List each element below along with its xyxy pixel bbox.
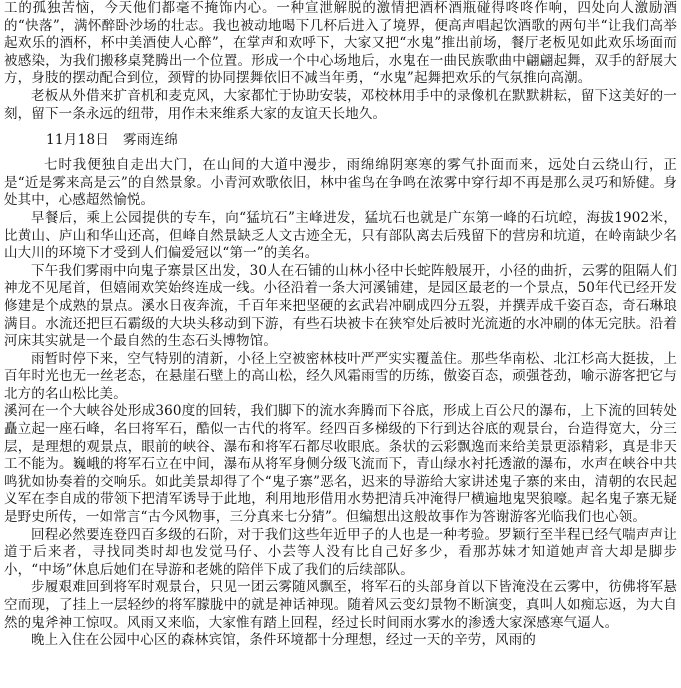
paragraph-breakfast: 早餐后，乘上公园提供的专车，向“猛坑石”主峰进发，猛坑石也就是广东第一峰的石坑崆，海拔1902米，比黄山、庐山和华山还高，但峰自然景缺乏人文古迹全无，只有部队离去后残留下的营房和坑道，在岭南缺少名山大川的环境下才受到人们偏爱冠以“第一”的美名。 xyxy=(4,209,677,262)
paragraph-evening-hotel: 晚上入住在公园中心区的森林宾馆，条件环境都十分理想，经过一天的辛劳，风雨的 xyxy=(31,632,537,649)
paragraph-return-climb: 回程必然要连登四百多级的石阶，对于我们这些年近甲子的人也是一种考验。罗颖行至半程已经气喘声声让道于后来者，寻找同类时却也发觉马仔、小芸等人没有比自己好多少，看那苏妹才知道她声音大却是脚步小，“中场”休息后她们在导游和老姚的陪伴下成了我们的后续部队。 xyxy=(4,526,677,578)
paragraph-top: 工的孤独苦恼，今天他们都毫不掩饰内心。一种宣泄解脱的激情把酒杯酒瓶碰得咚咚作响，四处向人激励酒的“快落”，满怀醉卧沙场的壮志。我也被动地喝下几杯后进入了境界，便高声唱起饮酒歌的两句半“让我们高举起欢乐的酒杯，杯中美酒使人心醉”，在掌声和欢呼下，大家又把“水鬼”推出前场，餐厅老板见如此欢乐场面而被感染，为我们搬移桌凳腾出一个位置。形成一个中心场地后，水鬼在一曲民族歌曲中翩翩起舞，双手的舒展大方，身肢的摆动配合到位，颈臂的协同摆舞依旧不减当年勇，“水鬼”起舞把欢乐的气氛推向高潮。 xyxy=(4,0,677,87)
paragraph-afternoon: 下午我们雾雨中向鬼子寨景区出发，30人在石铺的山林小径中长蛇阵般展开，小径的曲折，云雾的阻隔人们神龙不见尾首，但嬉闹欢笑始终连成一线。小径沿着一条大河溪铺建，是园区最老的一个景点，50年代已经开发修建是个成熟的景点。溪水日夜奔流，千百年来把坚硬的玄武岩冲刷成四分五裂，并撰弄成千姿百态，奇石琳琅满目。水流还把巨石霸级的大块头移动到下游，有些石块被卡在狭窄处后被时光流逝的水冲刷的体无完肤。沿着河床其实就是一个最自然的生态石头博物馆。 xyxy=(4,262,677,350)
paragraph-boss: 老板从外借来扩音机和麦克风，大家都忙于协助安装，邓校林用手中的录像机在默默耕耘，留下这美好的一刻，留下一条永远的纽带，用作未来维系大家的友谊天长地久。 xyxy=(4,87,677,122)
paragraph-rain-stops: 雨暂时停下来，空气特别的清新，小径上空被密林枝叶严严实实覆盖住。那些华南松、北江杉高大挺拔，上百年时光也无一丝老态，在悬崖石壁上的高山松，经久风霜雨雪的历练，傲姿百态，顽强苍劲，喻示游客把它与北方的名山松比美。 xyxy=(4,350,677,402)
paragraph-waterfall: 溪河在一个大峡谷处形成360度的回转，我们脚下的流水奔腾而下谷底，形成上百公尺的瀑布，上下流的回转处矗立起一座石峰，名曰将军石，酷似一古代的将军。经四百多梯级的下行到达谷底的观景台，台造得宽大，分三层，是理想的观景点，眼前的峡谷、瀑布和将军石都尽收眼底。条状的云彩飘逸而来给美景更添精彩，真是非天工不能为。巍峨的将军石立在中间，瀑布从将军身侧分级飞流而下，青山绿水衬托透澈的瀑布，水声在峡谷中共鸣犹如协奏着的交响乐。如此美景却得了个“鬼子寨”恶名，迟来的导游给大家讲述鬼子寨的来由，清朝的农民起义军在李自成的带领下把清军诱导于此地，利用地形借用水势把清兵冲淹得尸横遍地鬼哭狼嚎。起名鬼子寨无疑是野史所传，一如常言“古今风物事，三分真来七分猜”。但编想出这般故事作为答谢游客光临我们也心领。 xyxy=(4,403,677,526)
paragraph-cloud-general: 步履艰难回到将军时观景台，只见一团云雾随风飘至，将军石的头部身首以下皆淹没在云雾中，彷佛将军悬空而现，了挂上一层轻纱的将军朦胧中的就是神话神现。随着风云变幻景物不断演变，真叫人如痴忘返，为大自然的鬼斧神工惊叹。风雨又来临，大家惟有踏上回程，经过长时间雨水雾水的渗透大家深感寒气逼人。 xyxy=(4,579,677,631)
date-heading: 11月18日 雾雨连绵 xyxy=(46,132,179,149)
paragraph-morning-walk: 七时我便独自走出大门，在山间的大道中漫步，雨绵绵阴寒寒的雾气扑面而来，远处白云绕山行，正是“近是雾来高是云”的自然景象。小青河欢歌依旧，林中雀鸟在争鸣在浓雾中穿行却不再是那么灵巧和矫健。身处其中，心感超然愉悦。 xyxy=(4,157,677,209)
